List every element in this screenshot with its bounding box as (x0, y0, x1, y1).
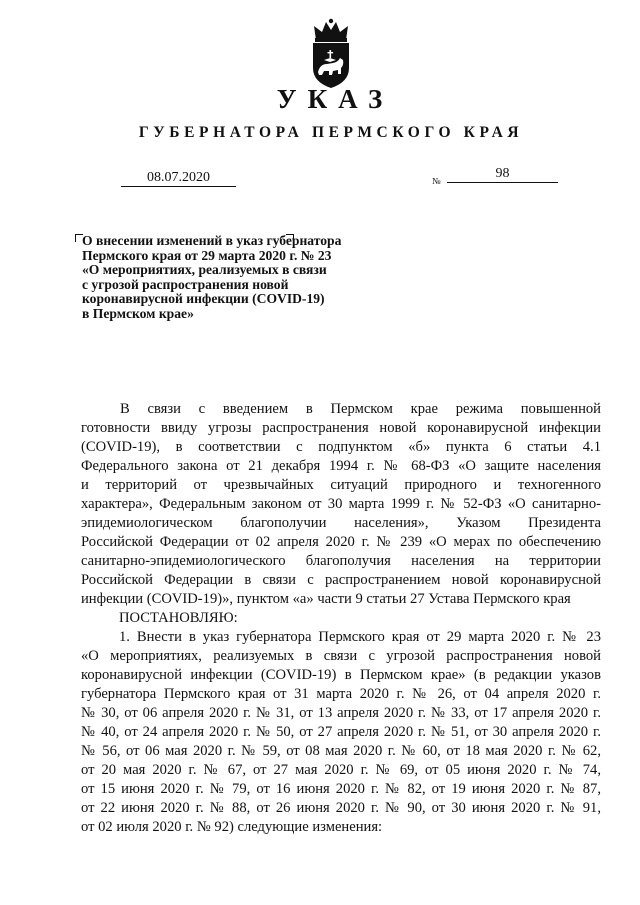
coat-of-arms-emblem (300, 18, 362, 90)
body-line: от 15 июня 2020 г. № 79, от 16 июня 2020 г. № 82, от 19 июня 2020 г. № 87, (81, 781, 601, 797)
body-line: № 56, от 06 мая 2020 г. № 59, от 08 мая 2020 г. № 60, от 18 мая 2020 г. № 62, (81, 743, 601, 759)
document-type-title: УКАЗ (276, 84, 394, 114)
body-line: Федерального закона от 21 декабря 1994 г. № 68-ФЗ «О защите населения (81, 458, 601, 474)
body-line: санитарно-эпидемиологического благополучия населения на территории (81, 553, 601, 569)
body-line: № 30, от 06 апреля 2020 г. № 31, от 13 апреля 2020 г. № 33, от 17 апреля 2020 г. (81, 705, 601, 721)
body-line: № 40, от 24 апреля 2020 г. № 50, от 27 апреля 2020 г. № 51, от 30 апреля 2020 г. (81, 724, 601, 740)
decree-date: 08.07.2020 (121, 170, 236, 187)
title-line: в Пермском крае» (82, 305, 194, 321)
decree-body-text (81, 400, 601, 837)
body-line: от 02 июля 2020 г. № 92) следующие изменения: (81, 819, 383, 835)
title-line: коронавирусной инфекции (COVID-19) (82, 291, 325, 307)
decree-number: 98 (447, 166, 558, 183)
body-line: эпидемиологическом благополучии населения», Указом Президента (81, 515, 601, 531)
issuer-title: ГУБЕРНАТОРА ПЕРМСКОГО КРАЯ (138, 124, 524, 141)
body-line: губернатора Пермского края от 31 марта 2020 г. № 26, от 04 апреля 2020 г. (81, 686, 601, 702)
body-line: характера», Федеральным законом от 30 марта 1999 г. № 52-ФЗ «О санитарно- (81, 496, 601, 512)
body-line: и территорий от чрезвычайных ситуаций природного и техногенного (81, 477, 601, 493)
body-line: «О мероприятиях, реализуемых в связи с угрозой распространения новой (81, 648, 601, 664)
body-line: коронавирусной инфекции (COVID-19) в Пермском крае» (в редакции указов (81, 667, 601, 683)
decree-number-label: № (432, 176, 441, 186)
body-line: Российской Федерации от 02 апреля 2020 г. № 239 «О мерах по обеспечению (81, 534, 601, 550)
title-line: «О мероприятиях, реализуемых в связи (82, 262, 327, 278)
body-line: В связи с введением в Пермском крае режима повышенной (120, 401, 601, 417)
body-line: инфекции (COVID-19)», пунктом «а» части 9 статьи 27 Устава Пермского края (81, 591, 571, 607)
body-line: Российской Федерации в связи с распространением новой коронавирусной (81, 572, 601, 588)
resolution-keyword: ПОСТАНОВЛЯЮ: (119, 610, 238, 626)
body-line: от 20 мая 2020 г. № 67, от 27 мая 2020 г. № 69, от 05 июня 2020 г. № 74, (81, 762, 601, 778)
body-line: готовности ввиду угрозы распространения новой коронавирусной инфекции (81, 420, 601, 436)
title-line: с угрозой распространения новой (82, 276, 289, 292)
body-line: (COVID-19), в соответствии с подпунктом «б» пункта 6 статьи 4.1 (81, 439, 601, 455)
decree-subject-title (82, 234, 382, 322)
body-line: от 22 июня 2020 г. № 88, от 26 июня 2020 г. № 90, от 30 июня 2020 г. № 91, (81, 800, 601, 816)
title-line: Пермского края от 29 марта 2020 г. № 23 (82, 247, 332, 263)
body-line: 1. Внести в указ губернатора Пермского края от 29 марта 2020 г. № 23 (119, 629, 601, 645)
title-line: О внесении изменений в указ губернатора (82, 233, 342, 248)
